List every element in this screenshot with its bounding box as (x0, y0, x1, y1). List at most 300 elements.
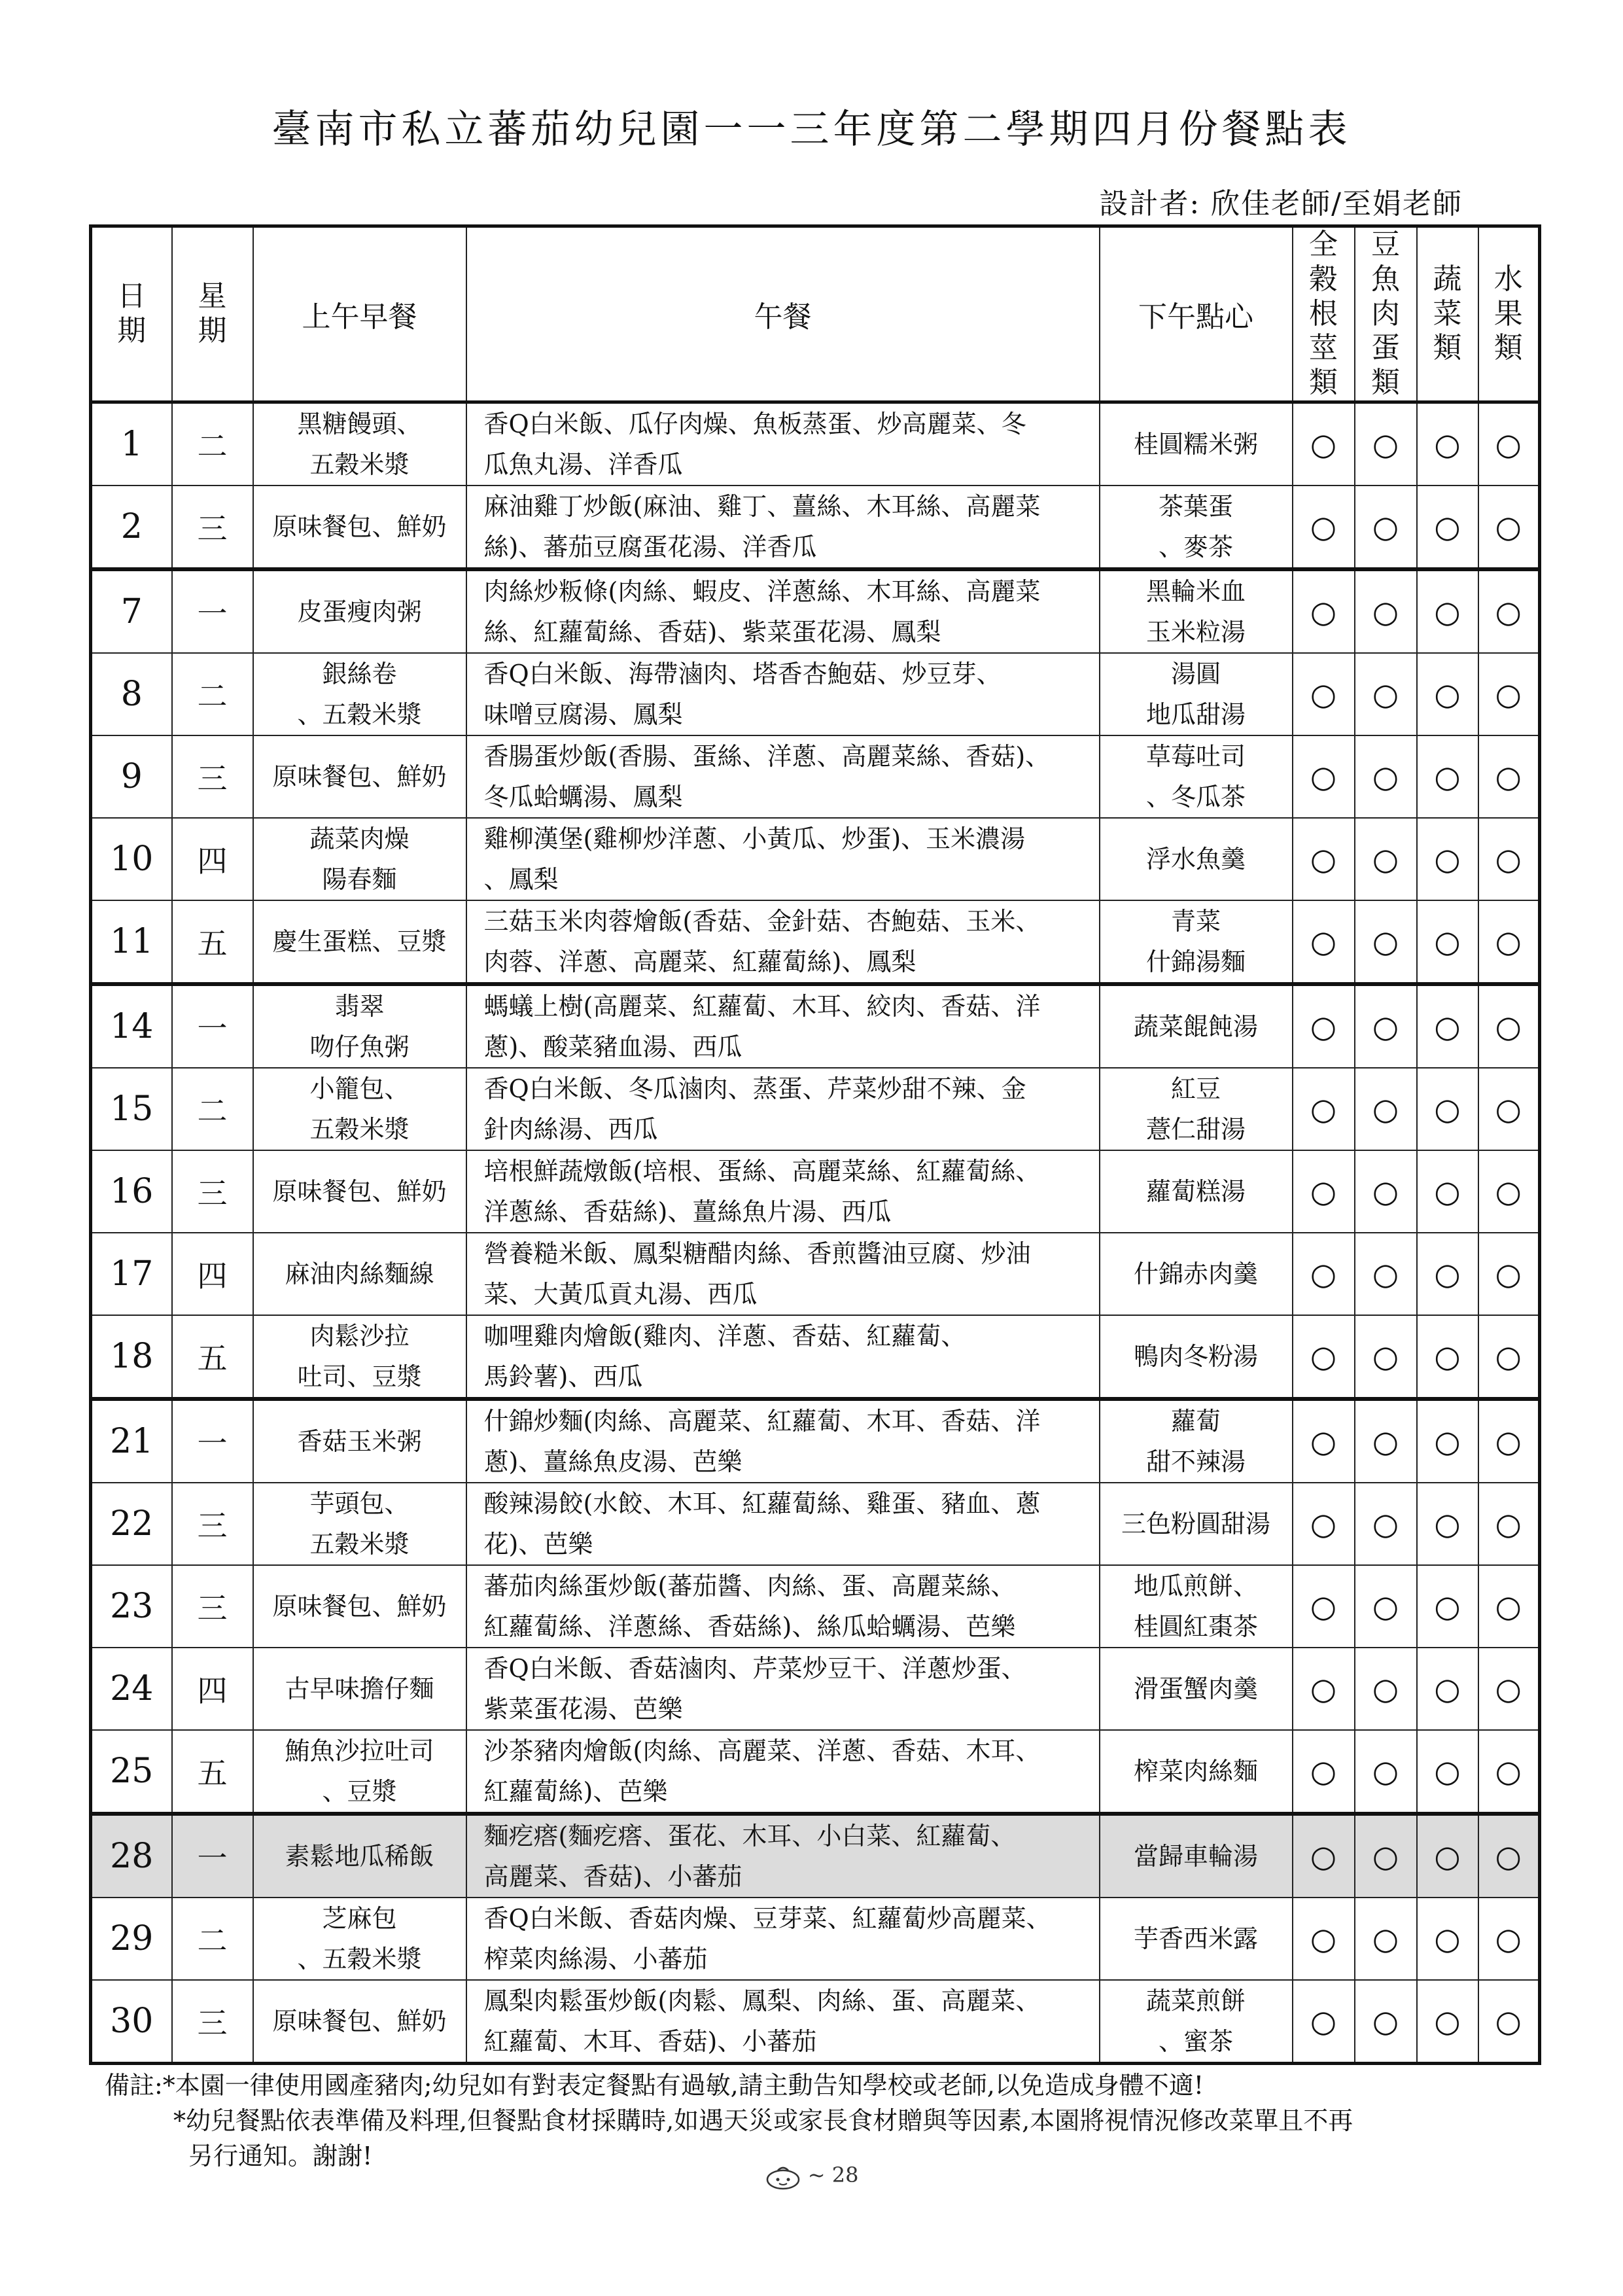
cell-weekday: 五 (172, 900, 253, 984)
check-grains: ○ (1293, 900, 1355, 984)
cell-date: 29 (91, 1898, 172, 1980)
cell-snack (1100, 1730, 1293, 1814)
cell-date: 8 (91, 653, 172, 735)
cell-breakfast (253, 1814, 466, 1898)
cell-lunch (466, 1150, 1100, 1233)
check-grains: ○ (1293, 1565, 1355, 1648)
cell-weekday: 一 (172, 1814, 253, 1898)
cell-line: 芝麻包 (322, 1903, 397, 1933)
cell-line: 麻油肉絲麵線 (285, 1259, 434, 1288)
cell-line: 肉絲炒粄條(肉絲、蝦皮、洋蔥絲、木耳絲、高麗菜 (483, 576, 1041, 606)
cell-line: 茶葉蛋 (1158, 491, 1233, 521)
cell-line: 桂圓糯米粥 (1133, 429, 1258, 459)
cell-breakfast (253, 984, 466, 1068)
check-protein: ○ (1355, 900, 1417, 984)
cell-date: 10 (91, 818, 172, 900)
cell-line: 鮪魚沙拉吐司 (285, 1736, 434, 1765)
table-row (91, 1565, 1540, 1648)
cell-line: 培根鮮蔬燉飯(培根、蛋絲、高麗菜絲、紅蘿蔔絲、 (483, 1156, 1041, 1186)
check-grains: ○ (1293, 1068, 1355, 1150)
check-veg: ○ (1417, 735, 1478, 818)
cell-date: 2 (91, 486, 172, 569)
cell-lunch (466, 402, 1100, 486)
cell-line: 什錦湯麵 (1145, 947, 1246, 976)
check-grains: ○ (1293, 1483, 1355, 1565)
check-fruit: ○ (1478, 1483, 1540, 1565)
cell-snack (1100, 653, 1293, 735)
check-veg: ○ (1417, 1648, 1478, 1730)
cell-weekday: 五 (172, 1730, 253, 1814)
cell-line: 黑輪米血 (1145, 576, 1246, 606)
cell-line: 浮水魚羹 (1145, 844, 1246, 874)
cell-date: 25 (91, 1730, 172, 1814)
check-protein: ○ (1355, 984, 1417, 1068)
check-protein: ○ (1355, 1648, 1417, 1730)
check-grains: ○ (1293, 984, 1355, 1068)
header-protein: 豆魚肉蛋類 (1355, 226, 1417, 402)
cell-line: 原味餐包、鮮奶 (272, 2006, 447, 2036)
cell-date: 14 (91, 984, 172, 1068)
cell-snack (1100, 1898, 1293, 1980)
cell-lunch (466, 1648, 1100, 1730)
check-veg: ○ (1417, 1814, 1478, 1898)
cell-line: 蔥)、酸菜豬血湯、西瓜 (483, 1032, 742, 1061)
cell-breakfast (253, 1730, 466, 1814)
cell-weekday: 四 (172, 1233, 253, 1315)
designer-credit: 設計者: 欣佳老師/至娟老師 (1099, 187, 1463, 221)
check-veg: ○ (1417, 1233, 1478, 1315)
cell-lunch (466, 1814, 1100, 1898)
cell-breakfast (253, 1483, 466, 1565)
cell-breakfast (253, 1150, 466, 1233)
table-row (91, 818, 1540, 900)
cell-line: 雞柳漢堡(雞柳炒洋蔥、小黃瓜、炒蛋)、玉米濃湯 (483, 824, 1026, 853)
cell-line: 古早味擔仔麵 (285, 1674, 434, 1703)
cell-line: 香Q白米飯、海帶滷肉、塔香杏鮑菇、炒豆芽、 (483, 659, 1002, 688)
header-snack: 下午點心 (1100, 226, 1293, 402)
cell-line: 螞蟻上樹(高麗菜、紅蘿蔔、木耳、絞肉、香菇、洋 (483, 991, 1041, 1021)
cell-line: 當歸車輪湯 (1133, 1841, 1258, 1871)
check-grains: ○ (1293, 735, 1355, 818)
cell-weekday: 一 (172, 569, 253, 653)
check-veg: ○ (1417, 1315, 1478, 1399)
cell-line: 桂圓紅棗茶 (1133, 1612, 1258, 1641)
cell-lunch (466, 1483, 1100, 1565)
cell-line: 麵疙瘩(麵疙瘩、蛋花、木耳、小白菜、紅蘿蔔、 (483, 1821, 1016, 1850)
check-veg: ○ (1417, 402, 1478, 486)
table-row (91, 1399, 1540, 1483)
cell-breakfast (253, 1233, 466, 1315)
cell-date: 16 (91, 1150, 172, 1233)
cell-line: 蔥)、薑絲魚皮湯、芭樂 (483, 1447, 742, 1476)
check-protein: ○ (1355, 1898, 1417, 1980)
check-grains: ○ (1293, 653, 1355, 735)
cell-breakfast (253, 735, 466, 818)
cell-line: 鴨肉冬粉湯 (1133, 1341, 1258, 1371)
table-row (91, 653, 1540, 735)
cell-lunch (466, 1898, 1100, 1980)
cell-line: 五穀米漿 (309, 1114, 410, 1144)
cell-weekday: 三 (172, 1150, 253, 1233)
check-protein: ○ (1355, 569, 1417, 653)
cell-line: 翡翠 (334, 991, 385, 1021)
cell-snack (1100, 735, 1293, 818)
check-veg: ○ (1417, 818, 1478, 900)
check-protein: ○ (1355, 1814, 1417, 1898)
cell-date: 9 (91, 735, 172, 818)
cell-snack (1100, 1565, 1293, 1648)
cell-breakfast (253, 486, 466, 569)
check-protein: ○ (1355, 818, 1417, 900)
note-line-2: *幼兒餐點依表準備及料理,但餐點食材採購時,如遇天災或家長食材贈與等因素,本園將視情況修改菜單且不再 (173, 2106, 1353, 2135)
cell-line: 香Q白米飯、冬瓜滷肉、蒸蛋、芹菜炒甜不辣、金 (483, 1074, 1026, 1103)
cell-weekday: 一 (172, 1399, 253, 1483)
cell-lunch (466, 1233, 1100, 1315)
cell-line: 、蜜茶 (1158, 2026, 1233, 2056)
cell-breakfast (253, 1068, 466, 1150)
check-veg: ○ (1417, 1980, 1478, 2064)
check-protein: ○ (1355, 1315, 1417, 1399)
check-protein: ○ (1355, 1068, 1417, 1150)
cell-line: 酸辣湯餃(水餃、木耳、紅蘿蔔絲、雞蛋、豬血、蔥 (483, 1489, 1041, 1518)
cell-weekday: 三 (172, 1483, 253, 1565)
cell-snack (1100, 1980, 1293, 2064)
cell-line: 玉米粒湯 (1145, 617, 1246, 646)
cell-date: 18 (91, 1315, 172, 1399)
cell-line: 鳳梨肉鬆蛋炒飯(肉鬆、鳳梨、肉絲、蛋、高麗菜、 (483, 1986, 1041, 2015)
cell-line: 蔬菜煎餅 (1145, 1986, 1246, 2015)
cell-line: 原味餐包、鮮奶 (272, 1176, 447, 1206)
table-row (91, 1233, 1540, 1315)
check-grains: ○ (1293, 1898, 1355, 1980)
cell-weekday: 二 (172, 402, 253, 486)
cell-line: 菜、大黃瓜貢丸湯、西瓜 (483, 1279, 758, 1309)
cell-line: 什錦赤肉羹 (1133, 1259, 1258, 1288)
cell-date: 21 (91, 1399, 172, 1483)
table-row (91, 1730, 1540, 1814)
cell-line: 吻仔魚粥 (309, 1032, 410, 1061)
meal-table (89, 224, 1541, 2065)
check-fruit: ○ (1478, 402, 1540, 486)
check-protein: ○ (1355, 1980, 1417, 2064)
cell-line: 蘿蔔 (1170, 1406, 1221, 1436)
cell-line: 地瓜甜湯 (1145, 699, 1246, 729)
cell-snack (1100, 569, 1293, 653)
check-fruit: ○ (1478, 653, 1540, 735)
cell-line: 陽春麵 (322, 864, 397, 894)
cell-line: 草莓吐司 (1145, 741, 1246, 771)
cell-date: 23 (91, 1565, 172, 1648)
cell-line: 蕃茄肉絲蛋炒飯(蕃茄醬、肉絲、蛋、高麗菜絲、 (483, 1571, 1016, 1600)
notes (105, 2068, 1531, 2174)
cell-line: 高麗菜、香菇)、小蕃茄 (483, 1862, 742, 1891)
cell-line: 素鬆地瓜稀飯 (285, 1841, 434, 1871)
table-row (91, 1068, 1540, 1150)
cell-breakfast (253, 1898, 466, 1980)
cell-breakfast (253, 1565, 466, 1648)
header-date: 日期 (91, 226, 172, 402)
check-fruit: ○ (1478, 984, 1540, 1068)
header-breakfast: 上午早餐 (253, 226, 466, 402)
check-fruit: ○ (1478, 818, 1540, 900)
cell-snack (1100, 1150, 1293, 1233)
cell-line: 香腸蛋炒飯(香腸、蛋絲、洋蔥、高麗菜絲、香菇)、 (483, 741, 1051, 771)
cell-line: 吐司、豆漿 (297, 1362, 422, 1391)
cell-breakfast (253, 1315, 466, 1399)
note-line-1: 備註:*本園一律使用國產豬肉;幼兒如有對表定餐點有過敏,請主動告知學校或老師,以免造成身體不適! (105, 2071, 1204, 2100)
table-row (91, 1483, 1540, 1565)
cell-lunch (466, 653, 1100, 735)
cell-lunch (466, 818, 1100, 900)
cell-line: 紅蘿蔔、木耳、香菇)、小蕃茄 (483, 2026, 817, 2056)
check-fruit: ○ (1478, 1315, 1540, 1399)
cell-date: 24 (91, 1648, 172, 1730)
check-protein: ○ (1355, 486, 1417, 569)
cell-lunch (466, 1399, 1100, 1483)
cell-weekday: 二 (172, 1898, 253, 1980)
cell-line: 肉蓉、洋蔥、高麗菜、紅蘿蔔絲)、鳳梨 (483, 947, 916, 976)
cell-line: 薏仁甜湯 (1145, 1114, 1246, 1144)
table-row (91, 402, 1540, 486)
check-protein: ○ (1355, 653, 1417, 735)
cell-line: 馬鈴薯)、西瓜 (483, 1362, 643, 1391)
table-row (91, 735, 1540, 818)
table-row (91, 1980, 1540, 2064)
cell-line: 三色粉圓甜湯 (1121, 1509, 1270, 1538)
cell-line: 洋蔥絲、香菇絲)、薑絲魚片湯、西瓜 (483, 1197, 892, 1226)
header-fruit: 水果類 (1478, 226, 1540, 402)
cell-line: 沙茶豬肉燴飯(肉絲、高麗菜、洋蔥、香菇、木耳、 (483, 1736, 1041, 1765)
cell-line: 榨菜肉絲湯、小蕃茄 (483, 1944, 708, 1973)
cell-line: 原味餐包、鮮奶 (272, 1591, 447, 1621)
check-protein: ○ (1355, 1150, 1417, 1233)
cell-date: 30 (91, 1980, 172, 2064)
cell-line: 原味餐包、鮮奶 (272, 512, 447, 541)
check-grains: ○ (1293, 569, 1355, 653)
check-protein: ○ (1355, 1233, 1417, 1315)
cell-line: 、麥茶 (1158, 532, 1233, 561)
cell-line: 蘿蔔糕湯 (1145, 1176, 1246, 1206)
cell-breakfast (253, 402, 466, 486)
cell-line: 香Q白米飯、香菇滷肉、芹菜炒豆干、洋蔥炒蛋、 (483, 1653, 1026, 1683)
check-grains: ○ (1293, 1648, 1355, 1730)
check-fruit: ○ (1478, 1233, 1540, 1315)
check-fruit: ○ (1478, 900, 1540, 984)
check-fruit: ○ (1478, 486, 1540, 569)
check-fruit: ○ (1478, 1068, 1540, 1150)
header-veg: 蔬菜類 (1417, 226, 1478, 402)
check-fruit: ○ (1478, 1150, 1540, 1233)
cell-line: 銀絲卷 (322, 659, 397, 688)
cell-lunch (466, 1980, 1100, 2064)
cell-line: 芋香西米露 (1133, 1924, 1258, 1953)
cell-line: 香Q白米飯、香菇肉燥、豆芽菜、紅蘿蔔炒高麗菜、 (483, 1903, 1051, 1933)
check-veg: ○ (1417, 569, 1478, 653)
cell-date: 11 (91, 900, 172, 984)
cell-date: 28 (91, 1814, 172, 1898)
cell-line: 針肉絲湯、西瓜 (483, 1114, 658, 1144)
check-veg: ○ (1417, 653, 1478, 735)
cell-line: 慶生蛋糕、豆漿 (272, 927, 447, 956)
cell-snack (1100, 1399, 1293, 1483)
note-line-3: 另行通知。謝謝! (188, 2142, 373, 2170)
cell-weekday: 四 (172, 818, 253, 900)
cell-line: 蔬菜餛飩湯 (1133, 1012, 1258, 1041)
cell-snack (1100, 486, 1293, 569)
check-protein: ○ (1355, 1565, 1417, 1648)
cell-date: 1 (91, 402, 172, 486)
table-row (91, 984, 1540, 1068)
check-fruit: ○ (1478, 1565, 1540, 1648)
cell-line: 、五穀米漿 (297, 699, 422, 729)
check-grains: ○ (1293, 1730, 1355, 1814)
cell-line: 五穀米漿 (309, 450, 410, 479)
cell-line: 什錦炒麵(肉絲、高麗菜、紅蘿蔔、木耳、香菇、洋 (483, 1406, 1041, 1436)
cell-breakfast (253, 900, 466, 984)
cell-lunch (466, 900, 1100, 984)
cell-breakfast (253, 569, 466, 653)
cell-line: 青菜 (1170, 906, 1221, 936)
cell-snack (1100, 1233, 1293, 1315)
cell-snack (1100, 402, 1293, 486)
cell-line: 瓜魚丸湯、洋香瓜 (483, 450, 683, 479)
header-grains: 全穀根莖類 (1293, 226, 1355, 402)
cell-line: 冬瓜蛤蠣湯、鳳梨 (483, 782, 683, 811)
cell-date: 7 (91, 569, 172, 653)
cell-snack (1100, 818, 1293, 900)
check-veg: ○ (1417, 1730, 1478, 1814)
cell-breakfast (253, 653, 466, 735)
cell-lunch (466, 1565, 1100, 1648)
cell-weekday: 三 (172, 1980, 253, 2064)
cell-line: 三菇玉米肉蓉燴飯(香菇、金針菇、杏鮑菇、玉米、 (483, 906, 1041, 936)
cell-breakfast (253, 1980, 466, 2064)
cell-line: 絲、紅蘿蔔絲、香菇)、紫菜蛋花湯、鳳梨 (483, 617, 941, 646)
cell-snack (1100, 1648, 1293, 1730)
cell-date: 22 (91, 1483, 172, 1565)
page-footer (0, 2163, 1623, 2190)
cell-line: 芋頭包、 (309, 1489, 410, 1518)
header-lunch: 午餐 (466, 226, 1100, 402)
check-grains: ○ (1293, 1150, 1355, 1233)
cell-line: 香Q白米飯、瓜仔肉燥、魚板蒸蛋、炒高麗菜、冬 (483, 409, 1026, 438)
check-protein: ○ (1355, 1730, 1417, 1814)
check-veg: ○ (1417, 900, 1478, 984)
check-veg: ○ (1417, 984, 1478, 1068)
cell-line: 紅豆 (1170, 1074, 1221, 1103)
cell-line: 香菇玉米粥 (297, 1426, 422, 1456)
check-protein: ○ (1355, 1399, 1417, 1483)
check-grains: ○ (1293, 1233, 1355, 1315)
table-row (91, 486, 1540, 569)
cell-line: 、鳳梨 (483, 864, 559, 894)
table-row (91, 1648, 1540, 1730)
check-grains: ○ (1293, 1980, 1355, 2064)
check-protein: ○ (1355, 735, 1417, 818)
table-row (91, 900, 1540, 984)
cell-lunch (466, 486, 1100, 569)
cell-line: 、五穀米漿 (297, 1944, 422, 1973)
check-veg: ○ (1417, 1150, 1478, 1233)
cell-line: 營養糙米飯、鳳梨糖醋肉絲、香煎醬油豆腐、炒油 (483, 1239, 1031, 1268)
cell-line: 甜不辣湯 (1145, 1447, 1246, 1476)
cell-lunch (466, 1730, 1100, 1814)
cell-line: 花)、芭樂 (483, 1529, 593, 1559)
check-veg: ○ (1417, 1399, 1478, 1483)
cell-line: 絲)、蕃茄豆腐蛋花湯、洋香瓜 (483, 532, 817, 561)
cell-line: 肉鬆沙拉 (309, 1321, 410, 1351)
header-day: 星期 (172, 226, 253, 402)
cell-weekday: 三 (172, 486, 253, 569)
cell-snack (1100, 1068, 1293, 1150)
cell-line: 、豆漿 (322, 1776, 397, 1806)
cell-line: 湯圓 (1170, 659, 1221, 688)
cell-line: 紅蘿蔔絲、洋蔥絲、香菇絲)、絲瓜蛤蠣湯、芭樂 (483, 1612, 1016, 1641)
cell-line: 滑蛋蟹肉羹 (1133, 1674, 1258, 1703)
check-grains: ○ (1293, 1399, 1355, 1483)
cell-lunch (466, 984, 1100, 1068)
table-row (91, 1898, 1540, 1980)
cell-line: 皮蛋瘦肉粥 (297, 597, 422, 626)
cell-snack (1100, 1814, 1293, 1898)
cell-line: 五穀米漿 (309, 1529, 410, 1559)
page-title: 臺南市私立蕃茄幼兒園一一三年度第二學期四月份餐點表 (271, 107, 1352, 152)
tomato-logo-icon (765, 2164, 801, 2190)
cell-weekday: 一 (172, 984, 253, 1068)
check-fruit: ○ (1478, 1980, 1540, 2064)
cell-breakfast (253, 1399, 466, 1483)
table-row (91, 569, 1540, 653)
cell-snack (1100, 900, 1293, 984)
cell-line: 原味餐包、鮮奶 (272, 762, 447, 791)
check-fruit: ○ (1478, 1898, 1540, 1980)
check-fruit: ○ (1478, 1730, 1540, 1814)
cell-date: 17 (91, 1233, 172, 1315)
cell-line: 黑糖饅頭、 (297, 409, 422, 438)
cell-line: 、冬瓜茶 (1145, 782, 1246, 811)
check-fruit: ○ (1478, 1399, 1540, 1483)
check-veg: ○ (1417, 1068, 1478, 1150)
check-veg: ○ (1417, 1483, 1478, 1565)
cell-line: 麻油雞丁炒飯(麻油、雞丁、薑絲、木耳絲、高麗菜 (483, 491, 1041, 521)
cell-line: 味噌豆腐湯、鳳梨 (483, 699, 683, 729)
cell-line: 咖哩雞肉燴飯(雞肉、洋蔥、香菇、紅蘿蔔、 (483, 1321, 966, 1351)
cell-weekday: 三 (172, 735, 253, 818)
cell-line: 紅蘿蔔絲)、芭樂 (483, 1776, 668, 1806)
cell-line: 小籠包、 (309, 1074, 410, 1103)
page-number: ~ 28 (807, 2163, 859, 2187)
table-row (91, 1814, 1540, 1898)
cell-snack (1100, 1315, 1293, 1399)
cell-line: 地瓜煎餅、 (1133, 1571, 1258, 1600)
cell-breakfast (253, 1648, 466, 1730)
check-veg: ○ (1417, 486, 1478, 569)
check-fruit: ○ (1478, 1814, 1540, 1898)
check-grains: ○ (1293, 1814, 1355, 1898)
cell-weekday: 二 (172, 1068, 253, 1150)
table-header-row (91, 226, 1540, 402)
cell-weekday: 二 (172, 653, 253, 735)
check-grains: ○ (1293, 402, 1355, 486)
cell-line: 蔬菜肉燥 (309, 824, 410, 853)
check-grains: ○ (1293, 486, 1355, 569)
cell-lunch (466, 735, 1100, 818)
cell-date: 15 (91, 1068, 172, 1150)
check-grains: ○ (1293, 1315, 1355, 1399)
cell-lunch (466, 1068, 1100, 1150)
check-fruit: ○ (1478, 1648, 1540, 1730)
cell-weekday: 四 (172, 1648, 253, 1730)
